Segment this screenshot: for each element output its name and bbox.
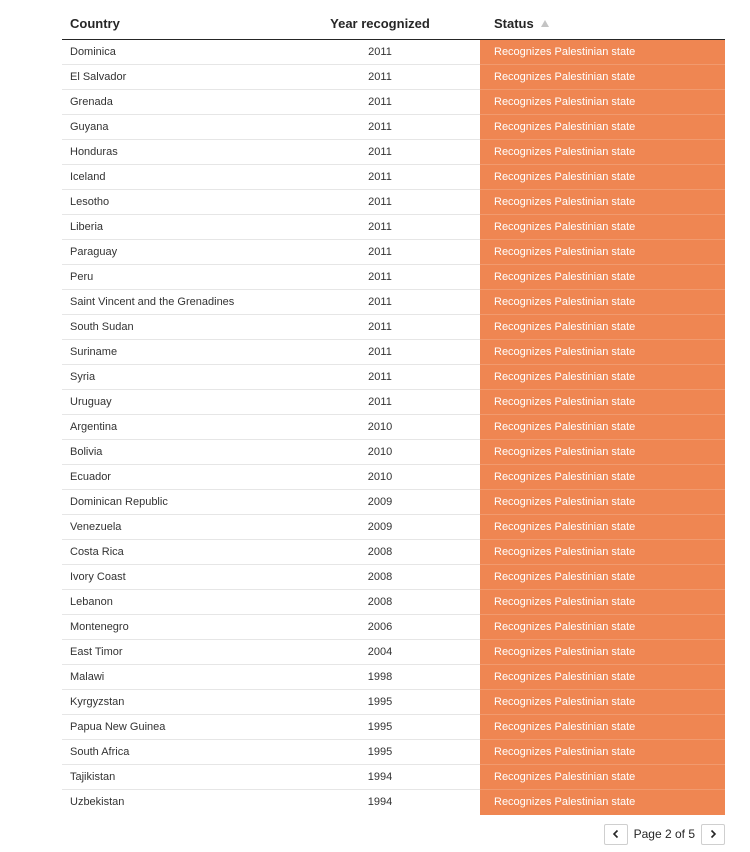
status-cell: Recognizes Palestinian state — [480, 65, 725, 90]
table-row — [62, 265, 725, 290]
status-cell: Recognizes Palestinian state — [480, 440, 725, 465]
year-cell: 2009 — [280, 515, 480, 540]
country-cell: Uruguay — [62, 390, 280, 415]
country-cell: Saint Vincent and the Grenadines — [62, 290, 280, 315]
country-cell: Argentina — [62, 415, 280, 440]
year-cell: 2008 — [280, 540, 480, 565]
status-cell: Recognizes Palestinian state — [480, 265, 725, 290]
table-row — [62, 340, 725, 365]
status-cell: Recognizes Palestinian state — [480, 590, 725, 615]
country-cell: Costa Rica — [62, 540, 280, 565]
year-cell: 1995 — [280, 715, 480, 740]
status-cell: Recognizes Palestinian state — [480, 40, 725, 65]
country-cell: Grenada — [62, 90, 280, 115]
status-cell: Recognizes Palestinian state — [480, 540, 725, 565]
table-row — [62, 115, 725, 140]
country-cell: Venezuela — [62, 515, 280, 540]
year-cell: 2011 — [280, 90, 480, 115]
country-cell: Iceland — [62, 165, 280, 190]
status-cell: Recognizes Palestinian state — [480, 290, 725, 315]
status-cell: Recognizes Palestinian state — [480, 740, 725, 765]
table-row — [62, 365, 725, 390]
table-row — [62, 640, 725, 665]
country-cell: Guyana — [62, 115, 280, 140]
table-row — [62, 240, 725, 265]
year-cell: 2011 — [280, 290, 480, 315]
status-cell: Recognizes Palestinian state — [480, 215, 725, 240]
country-cell: Uzbekistan — [70, 796, 125, 809]
country-cell: Malawi — [62, 665, 280, 690]
year-cell: 1994 — [367, 796, 393, 809]
table-row — [62, 465, 725, 490]
column-header-year[interactable] — [280, 8, 480, 40]
table-row — [62, 765, 725, 790]
table-row — [62, 40, 725, 65]
table-row — [62, 740, 725, 765]
status-cell: Recognizes Palestinian state — [480, 240, 725, 265]
table-row — [62, 615, 725, 640]
table-row — [62, 290, 725, 315]
header-row — [62, 8, 725, 40]
status-cell: Recognizes Palestinian state — [480, 315, 725, 340]
country-cell: Peru — [62, 265, 280, 290]
country-cell: Ivory Coast — [62, 565, 280, 590]
year-cell: 2011 — [280, 140, 480, 165]
country-cell: Syria — [62, 365, 280, 390]
table-row — [62, 590, 725, 615]
table-row — [62, 790, 725, 815]
next-page-button[interactable] — [701, 824, 725, 845]
table-row — [62, 690, 725, 715]
status-cell: Recognizes Palestinian state — [480, 115, 725, 140]
year-cell: 2011 — [280, 40, 480, 65]
country-cell: Liberia — [62, 215, 280, 240]
year-cell: 1995 — [280, 740, 480, 765]
country-cell: South Sudan — [62, 315, 280, 340]
chevron-right-icon — [708, 829, 718, 839]
country-cell: Montenegro — [62, 615, 280, 640]
status-cell: Recognizes Palestinian state — [480, 665, 725, 690]
table-row — [62, 490, 725, 515]
country-cell: Papua New Guinea — [62, 715, 280, 740]
pagination — [604, 823, 725, 845]
year-cell: 2011 — [280, 390, 480, 415]
year-cell: 2010 — [280, 415, 480, 440]
status-cell: Recognizes Palestinian state — [480, 415, 725, 440]
column-header-status[interactable] — [480, 8, 725, 40]
previous-page-button[interactable] — [604, 824, 628, 845]
table-row — [62, 540, 725, 565]
status-cell: Recognizes Palestinian state — [480, 340, 725, 365]
year-cell: 2011 — [280, 315, 480, 340]
country-cell: Tajikistan — [62, 765, 280, 790]
status-cell: Recognizes Palestinian state — [480, 365, 725, 390]
table-body — [62, 40, 725, 815]
status-cell: Recognizes Palestinian state — [480, 190, 725, 215]
year-cell: 1995 — [280, 690, 480, 715]
year-cell: 2010 — [280, 465, 480, 490]
country-cell: Dominica — [62, 40, 280, 65]
country-cell: Lebanon — [62, 590, 280, 615]
status-cell: Recognizes Palestinian state — [480, 615, 725, 640]
status-cell: Recognizes Palestinian state — [480, 790, 725, 815]
year-cell: 2011 — [280, 165, 480, 190]
status-cell: Recognizes Palestinian state — [480, 465, 725, 490]
year-cell: 2008 — [280, 590, 480, 615]
table-row — [62, 190, 725, 215]
year-cell: 2011 — [280, 115, 480, 140]
table-header — [62, 8, 725, 40]
year-cell: 2008 — [280, 565, 480, 590]
status-cell: Recognizes Palestinian state — [480, 565, 725, 590]
year-cell: 2011 — [280, 190, 480, 215]
country-cell: East Timor — [62, 640, 280, 665]
table-row — [62, 65, 725, 90]
country-cell: Paraguay — [62, 240, 280, 265]
status-cell: Recognizes Palestinian state — [480, 515, 725, 540]
recognition-table-container — [62, 8, 725, 815]
country-cell: Honduras — [62, 140, 280, 165]
year-cell: 1998 — [280, 665, 480, 690]
country-cell: Ecuador — [62, 465, 280, 490]
status-cell: Recognizes Palestinian state — [480, 715, 725, 740]
table-row — [62, 90, 725, 115]
table-row — [62, 565, 725, 590]
year-cell: 2011 — [280, 265, 480, 290]
sort-up-icon — [541, 20, 549, 27]
year-cell: 2011 — [280, 340, 480, 365]
year-cell: 2011 — [280, 240, 480, 265]
country-cell: El Salvador — [62, 65, 280, 90]
country-cell: Lesotho — [62, 190, 280, 215]
recognition-table — [62, 8, 725, 815]
year-cell: 1994 — [280, 765, 480, 790]
country-cell: Suriname — [62, 340, 280, 365]
country-cell: South Africa — [62, 740, 280, 765]
table-row — [62, 215, 725, 240]
year-cell: 2010 — [280, 440, 480, 465]
table-row — [62, 515, 725, 540]
status-cell: Recognizes Palestinian state — [480, 390, 725, 415]
year-cell: 2006 — [280, 615, 480, 640]
year-cell: 2011 — [280, 65, 480, 90]
status-cell: Recognizes Palestinian state — [480, 690, 725, 715]
table-row — [62, 165, 725, 190]
country-cell: Dominican Republic — [62, 490, 280, 515]
table-row — [62, 715, 725, 740]
year-cell: 2009 — [280, 490, 480, 515]
column-header-country[interactable] — [62, 8, 280, 40]
column-header-label: Country — [70, 16, 120, 31]
status-cell: Recognizes Palestinian state — [480, 490, 725, 515]
chevron-left-icon — [611, 829, 621, 839]
status-cell: Recognizes Palestinian state — [480, 90, 725, 115]
country-cell: Kyrgyzstan — [62, 690, 280, 715]
status-cell: Recognizes Palestinian state — [480, 165, 725, 190]
year-cell: 2011 — [280, 215, 480, 240]
table-row — [62, 140, 725, 165]
year-cell: 2011 — [280, 365, 480, 390]
table-row — [62, 415, 725, 440]
status-cell: Recognizes Palestinian state — [480, 140, 725, 165]
status-cell: Recognizes Palestinian state — [480, 640, 725, 665]
table-row — [62, 315, 725, 340]
page-indicator: Page 2 of 5 — [633, 827, 695, 841]
country-cell: Bolivia — [62, 440, 280, 465]
column-header-label: Status — [494, 16, 534, 31]
table-row — [62, 390, 725, 415]
year-cell: 2004 — [280, 640, 480, 665]
column-header-label: Year recognized — [330, 16, 430, 31]
table-row — [62, 440, 725, 465]
table-row — [62, 665, 725, 690]
status-cell: Recognizes Palestinian state — [480, 765, 725, 790]
